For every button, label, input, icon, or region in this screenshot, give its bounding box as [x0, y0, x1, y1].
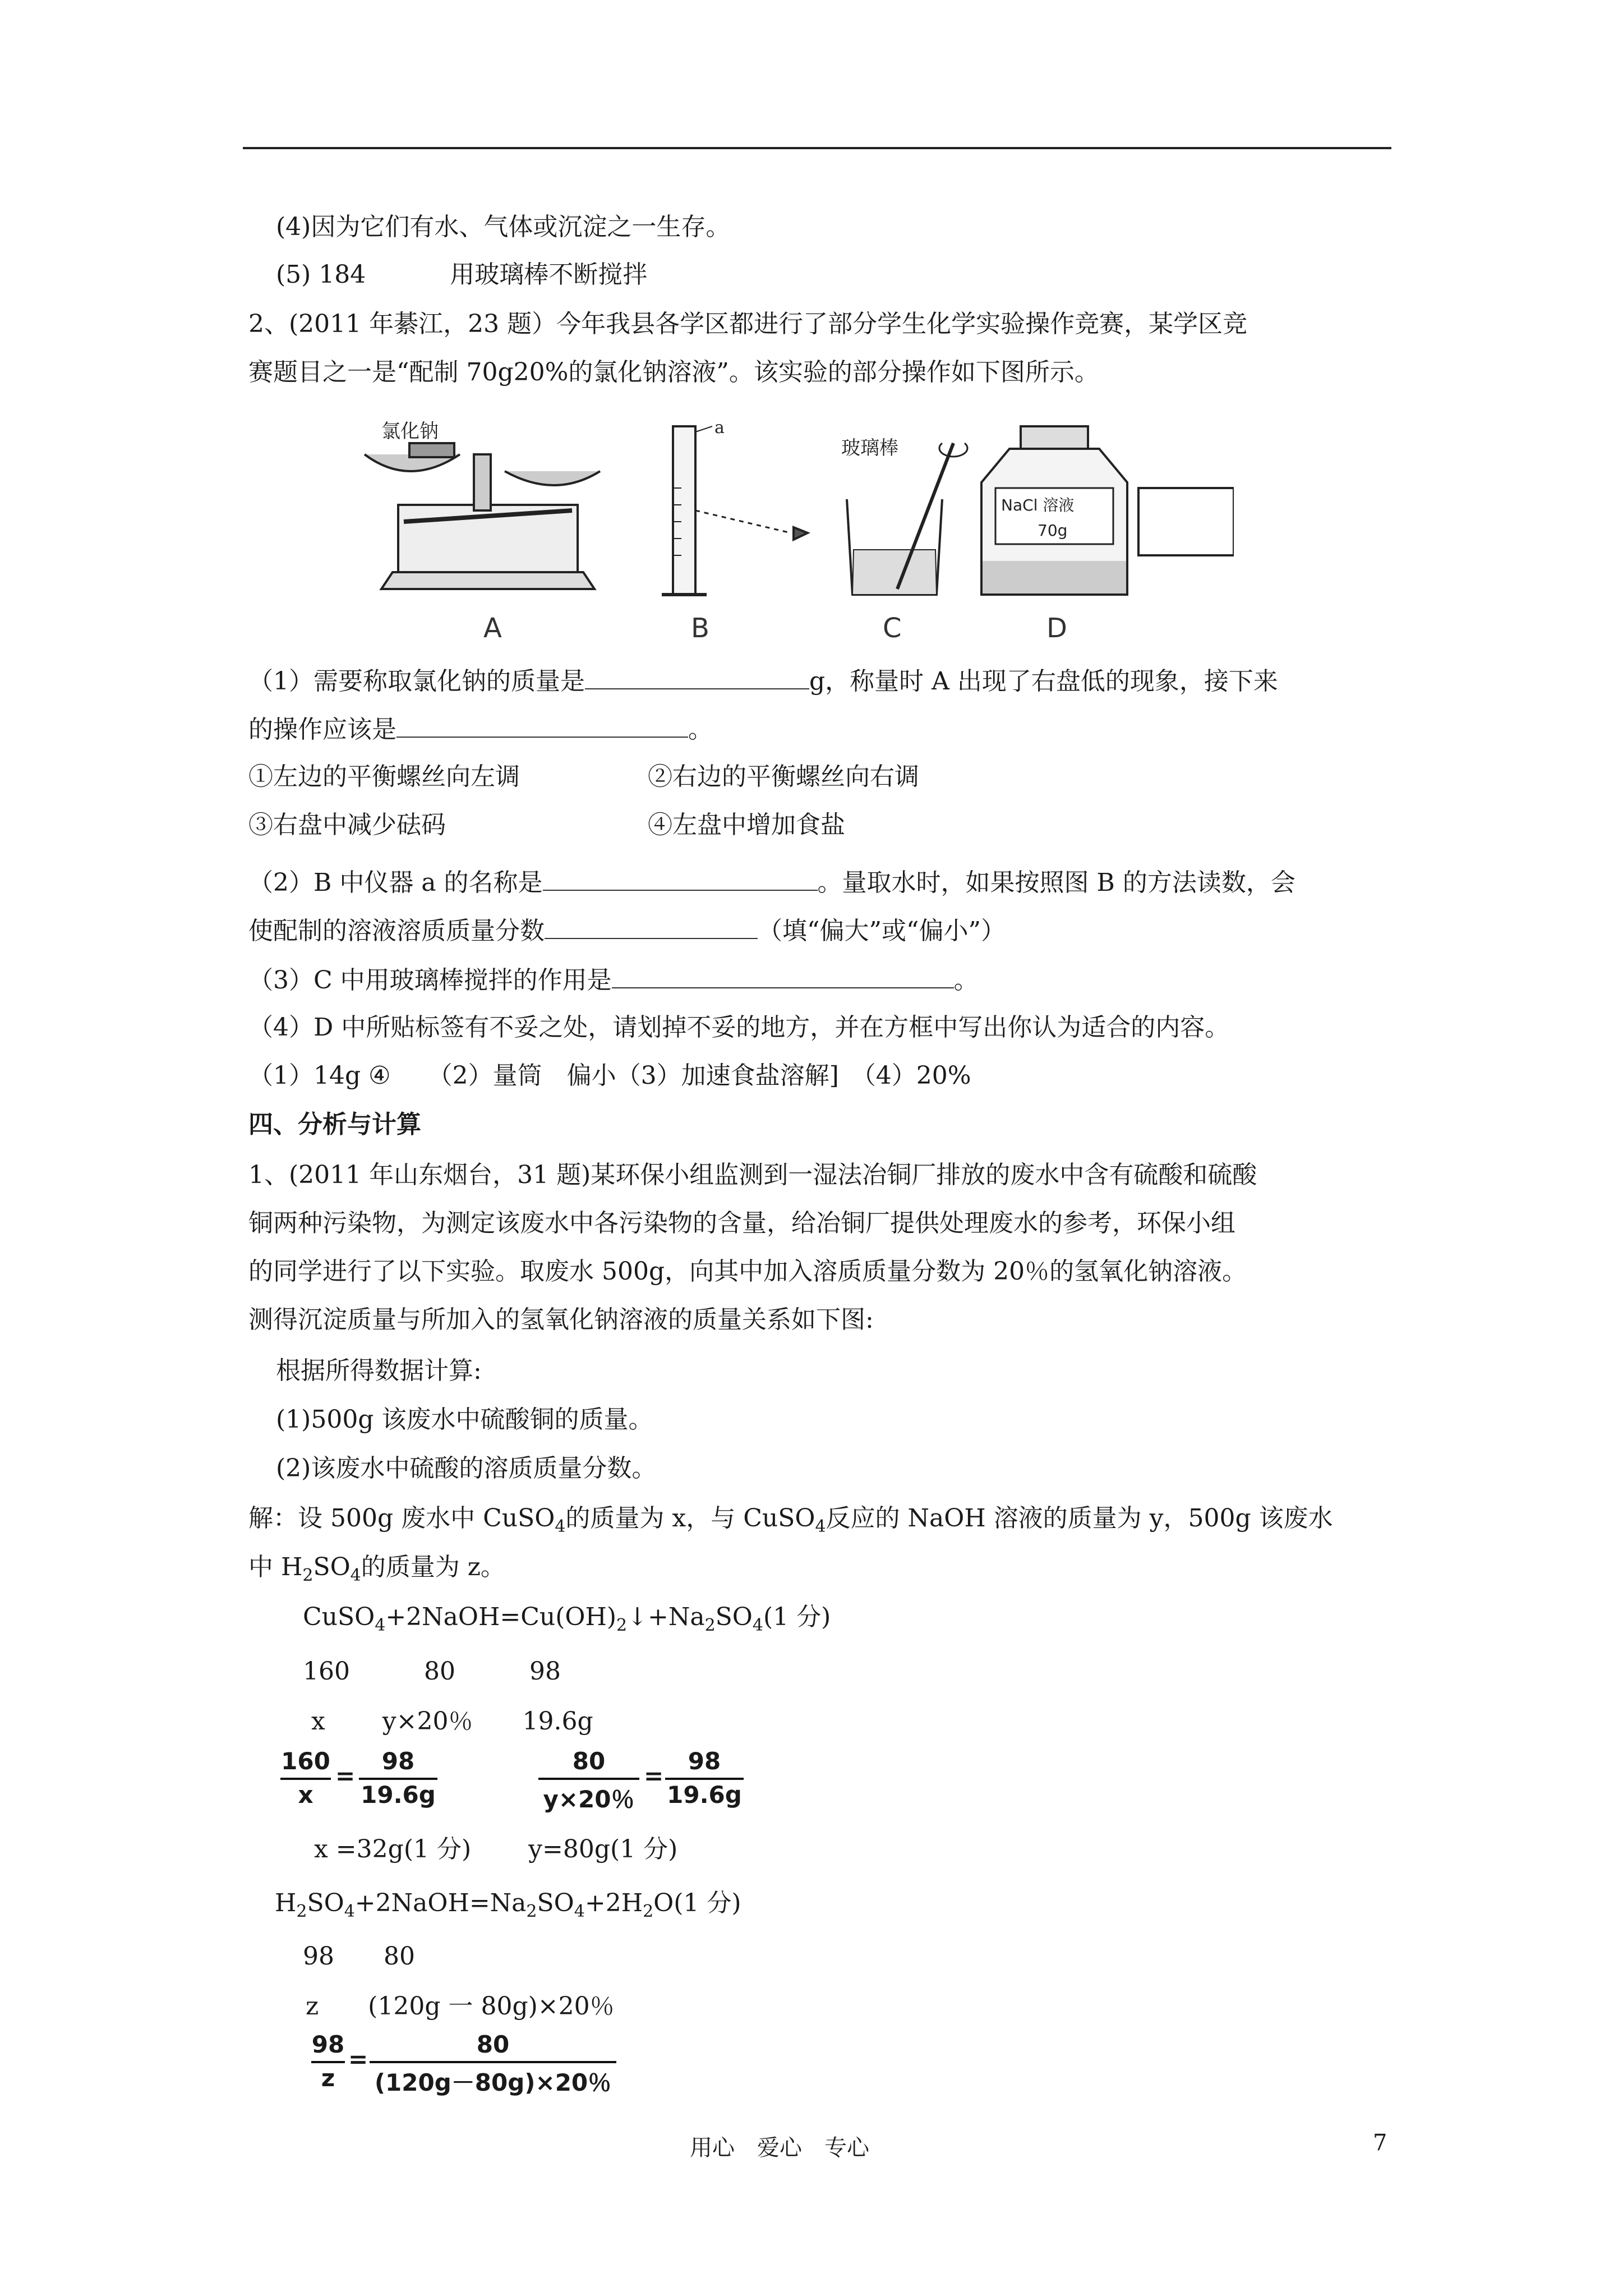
bottle-label-text2: 70g	[1038, 521, 1068, 540]
beaker-illustration	[841, 437, 967, 595]
fraction-bar	[538, 1778, 639, 1780]
equation-1	[303, 1600, 831, 1642]
answer-box	[1138, 488, 1234, 555]
fraction-denominator: x	[298, 1781, 313, 1809]
subscript: 2	[616, 1616, 628, 1635]
option-3: ③右盘中减少砝码	[248, 811, 446, 839]
option-1: ①左边的平衡螺丝向左调	[248, 762, 520, 791]
fraction-bar	[359, 1778, 437, 1780]
answer-4: (4)因为它们有水、气体或沉淀之一生存。	[276, 213, 731, 241]
ratio-row-2: x y×20％ 19.6g	[311, 1707, 593, 1736]
answer-line: （1）14g ④ （2）量筒 偏小（3）加速食盐溶解] （4）20%	[248, 1061, 971, 1090]
problem-line2: 铜两种污染物，为测定该废水中各污染物的含量，给冶铜厂提供处理废水的参考，环保小组	[248, 1209, 1235, 1237]
solution-text-f: 的质量为 z。	[361, 1553, 505, 1581]
q3-blank-purpose	[612, 963, 954, 988]
subscript: 4	[574, 1902, 585, 1921]
solution-line1	[248, 1502, 1333, 1544]
fraction-numerator: 98	[311, 2031, 345, 2058]
fraction-equation-2	[538, 1747, 740, 1815]
fraction-numerator: 80	[476, 2031, 510, 2058]
figure-label-a: A	[483, 613, 502, 644]
solution-text-a: 解：设 500g 废水中 CuSO	[248, 1504, 555, 1533]
subscript: 4	[350, 1566, 361, 1585]
q4-line: （4）D 中所贴标签有不妥之处，请划掉不妥的地方，并在方框中写出你认为适合的内容。	[248, 1013, 1230, 1042]
q1-text-d: 。	[688, 715, 713, 744]
eq1-part-a: CuSO	[303, 1603, 375, 1631]
subscript: 4	[752, 1616, 763, 1635]
q2-blank-fraction	[545, 913, 758, 939]
ratio-row-4: z (120g 一 80g)×20％	[306, 1992, 615, 2021]
q2-text-b: 。量取水时，如果按照图 B 的方法读数，会	[817, 868, 1295, 897]
q3-line	[248, 963, 979, 997]
problem-line1: 1、(2011 年山东烟台，31 题)某环保小组监测到一湿法冶铜厂排放的废水中含有硫酸和硫酸	[248, 1161, 1257, 1189]
fraction-numerator: 80	[572, 1747, 606, 1775]
answer-5	[276, 258, 647, 292]
problem-line7: (2)该废水中硫酸的溶质质量分数。	[276, 1454, 657, 1483]
equation-2	[275, 1887, 741, 1929]
footer-motto: 用心 爱心 专心	[690, 2135, 869, 2161]
problem-line4: 测得沉淀质量与所加入的氢氧化钠溶液的质量关系如下图:	[248, 1305, 874, 1334]
sodium-chloride-label: 氯化钠	[381, 421, 439, 443]
fraction-equation-1	[280, 1747, 437, 1815]
eq2-part-a: H	[275, 1889, 297, 1917]
question-2-line1: 2、(2011 年綦江，23 题）今年我县各学区都进行了部分学生化学实验操作竞赛，某学区竞	[248, 310, 1248, 338]
subscript: 4	[375, 1616, 386, 1635]
header-rule	[243, 147, 1391, 149]
fraction-denominator: (120g－80g)×20％	[374, 2069, 612, 2096]
ratio-row-1: 160 80 98	[303, 1657, 561, 1686]
answer-5-num: (5) 184	[276, 260, 366, 289]
bottle-illustration	[981, 426, 1234, 595]
fraction-bar	[665, 1778, 744, 1780]
fraction-bar	[280, 1778, 331, 1780]
ratio-row-3: 98 80	[303, 1942, 415, 1971]
eq1-part-c: ↓+Na	[627, 1603, 705, 1631]
q2-text-a: （2）B 中仪器 a 的名称是	[248, 868, 543, 897]
eq2-part-b: SO	[307, 1889, 344, 1917]
q2-text-c: 使配制的溶液溶质质量分数	[248, 917, 545, 945]
figure-label-b: B	[691, 613, 709, 644]
q1-line1	[248, 664, 1278, 698]
equals-sign: =	[348, 2045, 368, 2073]
cylinder-illustration	[662, 421, 808, 595]
eq1-part-b: +2NaOH=Cu(OH)	[385, 1603, 616, 1631]
problem-line3: 的同学进行了以下实验。取废水 500g，向其中加入溶质质量分数为 20％的氢氧化钠溶液。	[248, 1257, 1247, 1286]
eq1-part-e: (1 分)	[763, 1603, 831, 1631]
problem-line5: 根据所得数据计算:	[276, 1356, 482, 1385]
result-line: x =32g(1 分) y=80g(1 分)	[314, 1835, 678, 1864]
subscript: 4	[555, 1517, 566, 1536]
eq2-part-d: SO	[537, 1889, 574, 1917]
q3-text-a: （3）C 中用玻璃棒搅拌的作用是	[248, 966, 612, 995]
q3-text-b: 。	[953, 966, 979, 995]
subscript: 2	[526, 1902, 537, 1921]
fraction-equation-3	[311, 2031, 625, 2098]
q1-blank-mass	[585, 664, 809, 689]
subscript: 4	[815, 1517, 826, 1536]
balance-illustration	[365, 421, 600, 589]
equals-sign: =	[335, 1762, 356, 1789]
subscript: 2	[296, 1902, 307, 1921]
figure-label-d: D	[1046, 613, 1067, 644]
fraction-bar	[370, 2061, 616, 2063]
solution-text-d: 中 H	[248, 1553, 303, 1581]
option-2: ②右边的平衡螺丝向右调	[648, 762, 919, 791]
figure-label-c: C	[883, 613, 902, 644]
problem-line6: (1)500g 该废水中硫酸铜的质量。	[276, 1405, 653, 1434]
q1-text-c: 的操作应该是	[248, 715, 396, 744]
solution-line2	[248, 1550, 505, 1593]
q2-text-d: （填“偏大”或“偏小”）	[758, 917, 1006, 945]
fraction-numerator: 98	[688, 1747, 721, 1775]
solution-text-b: 的质量为 x，与 CuSO	[565, 1504, 815, 1533]
q1-blank-operation	[396, 712, 688, 738]
fraction-denominator: y×20％	[543, 1786, 635, 1813]
fraction-numerator: 98	[381, 1747, 415, 1775]
q1-text-b: g，称量时 A 出现了右盘低的现象，接下来	[809, 667, 1278, 696]
answer-5-text: 用玻璃棒不断搅拌	[450, 260, 648, 289]
eq1-part-d: SO	[715, 1603, 753, 1631]
q2-line1	[248, 865, 1295, 900]
glass-rod-label: 玻璃棒	[841, 437, 898, 459]
subscript: 2	[302, 1566, 313, 1585]
question-2-line2: 赛题目之一是“配制 70g20%的氯化钠溶液”。该实验的部分操作如下图所示。	[248, 358, 1099, 386]
fraction-denominator: 19.6g	[361, 1781, 436, 1809]
q1-line2	[248, 712, 713, 747]
bottle-label-text1: NaCl 溶液	[1001, 496, 1075, 514]
page-number: 7	[1373, 2130, 1387, 2156]
fraction-denominator: z	[321, 2064, 335, 2092]
experiment-figure	[359, 421, 1234, 645]
fraction-denominator: 19.6g	[667, 1781, 742, 1809]
fraction-numerator: 160	[281, 1747, 330, 1775]
section-heading: 四、分析与计算	[248, 1110, 421, 1139]
eq2-part-f: O(1 分)	[653, 1889, 741, 1917]
subscript: 2	[643, 1902, 654, 1921]
fraction-bar	[311, 2061, 345, 2063]
eq2-part-e: +2H	[584, 1889, 643, 1917]
subscript: 2	[704, 1616, 716, 1635]
subscript: 4	[344, 1902, 355, 1921]
q2-line2	[248, 913, 1006, 948]
solution-text-c: 反应的 NaOH 溶液的质量为 y，500g 该废水	[826, 1504, 1333, 1533]
q1-text-a: （1）需要称取氯化钠的质量是	[248, 667, 585, 696]
equals-sign: =	[644, 1762, 664, 1789]
q2-blank-instrument	[543, 865, 818, 891]
eq2-part-c: +2NaOH=Na	[354, 1889, 527, 1917]
solution-text-e: SO	[313, 1553, 351, 1581]
cylinder-a-label: a	[714, 421, 725, 438]
option-4: ④左盘中增加食盐	[648, 811, 845, 839]
